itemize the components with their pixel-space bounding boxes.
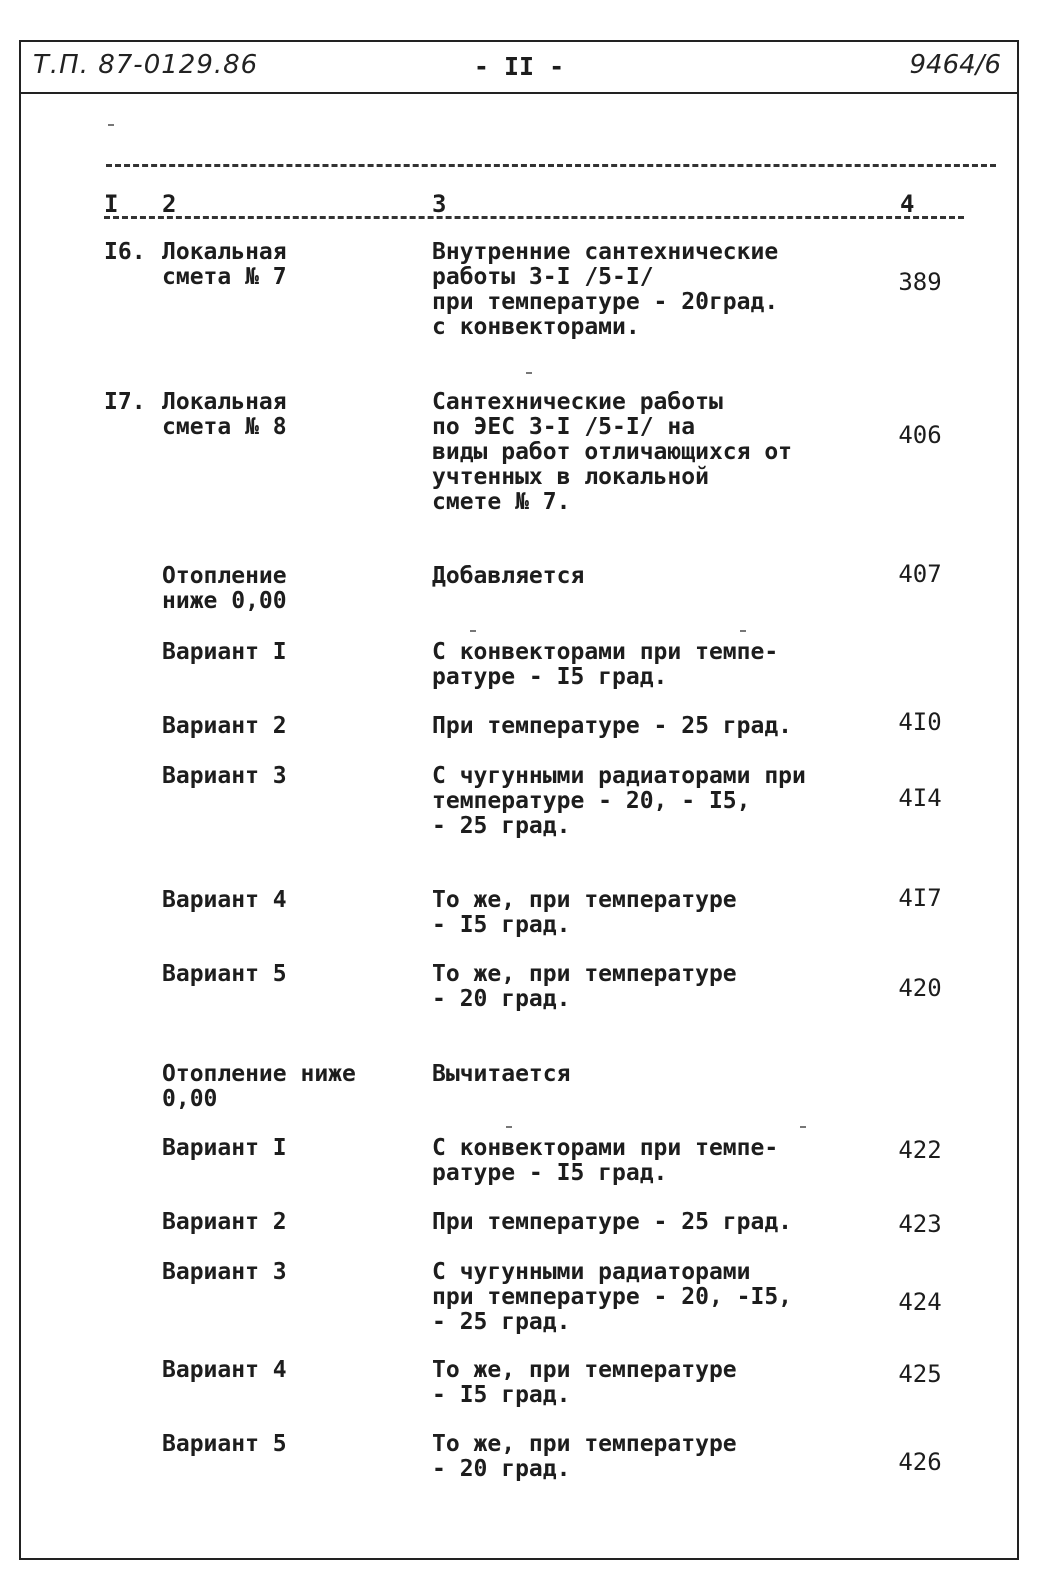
row-name: Вариант I <box>162 639 287 665</box>
row-description: То же, при температуре - I5 град. <box>432 1357 737 1408</box>
scan-speck <box>800 1126 806 1128</box>
header-dashed-rule <box>104 216 964 219</box>
row-description: С конвекторами при темпе- ратуре - I5 град. <box>432 1135 779 1186</box>
row-page: 422 <box>898 1136 942 1164</box>
row-description: При температуре - 25 град. <box>432 713 793 739</box>
scan-speck <box>470 630 476 632</box>
title-block <box>21 42 1017 94</box>
row-number: I6. <box>104 239 146 265</box>
row-page: 406 <box>898 421 942 449</box>
scan-speck <box>740 630 746 632</box>
row-name: Вариант I <box>162 1135 287 1161</box>
row-name: Отопление ниже 0,00 <box>162 563 287 614</box>
row-description: С чугунными радиаторами при температуре - 20, - I5, - 25 град. <box>432 763 806 839</box>
row-description: Сантехнические работы по ЭЕС 3-I /5-I/ на виды работ отличающихся от учтенных в локальной смете № 7. <box>432 389 793 515</box>
row-page: 4I0 <box>898 708 942 736</box>
sheet-code: 9464/6 <box>909 50 1001 80</box>
row-page: 425 <box>898 1360 942 1388</box>
document-code: Т.П. 87-0129.86 <box>33 50 259 80</box>
row-page: 426 <box>898 1448 942 1476</box>
top-dashed-rule <box>106 164 996 167</box>
row-description: Добавляется <box>432 563 585 589</box>
row-page: 389 <box>898 268 942 296</box>
row-description: С конвекторами при темпе- ратуре - I5 град. <box>432 639 779 690</box>
row-page: 4I7 <box>898 884 942 912</box>
column-number-1: I <box>104 190 119 218</box>
row-description: То же, при температуре - 20 град. <box>432 961 737 1012</box>
column-number-4: 4 <box>900 190 915 218</box>
row-number: I7. <box>104 389 146 415</box>
scan-speck <box>506 1126 512 1128</box>
row-description: При температуре - 25 град. <box>432 1209 793 1235</box>
scan-speck <box>526 372 532 374</box>
row-page: 424 <box>898 1288 942 1316</box>
row-page: 420 <box>898 974 942 1002</box>
column-number-2: 2 <box>162 190 177 218</box>
row-description: Внутренние сантехнические работы 3-I /5-I/ при температуре - 20град. с конвекторами. <box>432 239 779 340</box>
row-name: Вариант 4 <box>162 1357 287 1383</box>
row-description: То же, при температуре - I5 град. <box>432 887 737 938</box>
row-description: С чугунными радиаторами при температуре - 20, -I5, - 25 град. <box>432 1259 793 1335</box>
row-name: Вариант 2 <box>162 713 287 739</box>
column-number-3: 3 <box>432 190 447 218</box>
scan-speck <box>108 124 114 126</box>
row-name: Локальная смета № 8 <box>162 389 287 440</box>
row-page: 423 <box>898 1210 942 1238</box>
row-name: Вариант 4 <box>162 887 287 913</box>
row-name: Локальная смета № 7 <box>162 239 287 290</box>
row-description: То же, при температуре - 20 град. <box>432 1431 737 1482</box>
row-description: Вычитается <box>432 1061 571 1087</box>
row-name: Вариант 3 <box>162 1259 287 1285</box>
page-number: - II - <box>473 52 565 81</box>
row-name: Отопление ниже 0,00 <box>162 1061 356 1112</box>
row-page: 407 <box>898 560 942 588</box>
row-name: Вариант 5 <box>162 961 287 987</box>
row-name: Вариант 2 <box>162 1209 287 1235</box>
column-numbers <box>0 190 1051 226</box>
row-page: 4I4 <box>898 784 942 812</box>
row-name: Вариант 3 <box>162 763 287 789</box>
row-name: Вариант 5 <box>162 1431 287 1457</box>
